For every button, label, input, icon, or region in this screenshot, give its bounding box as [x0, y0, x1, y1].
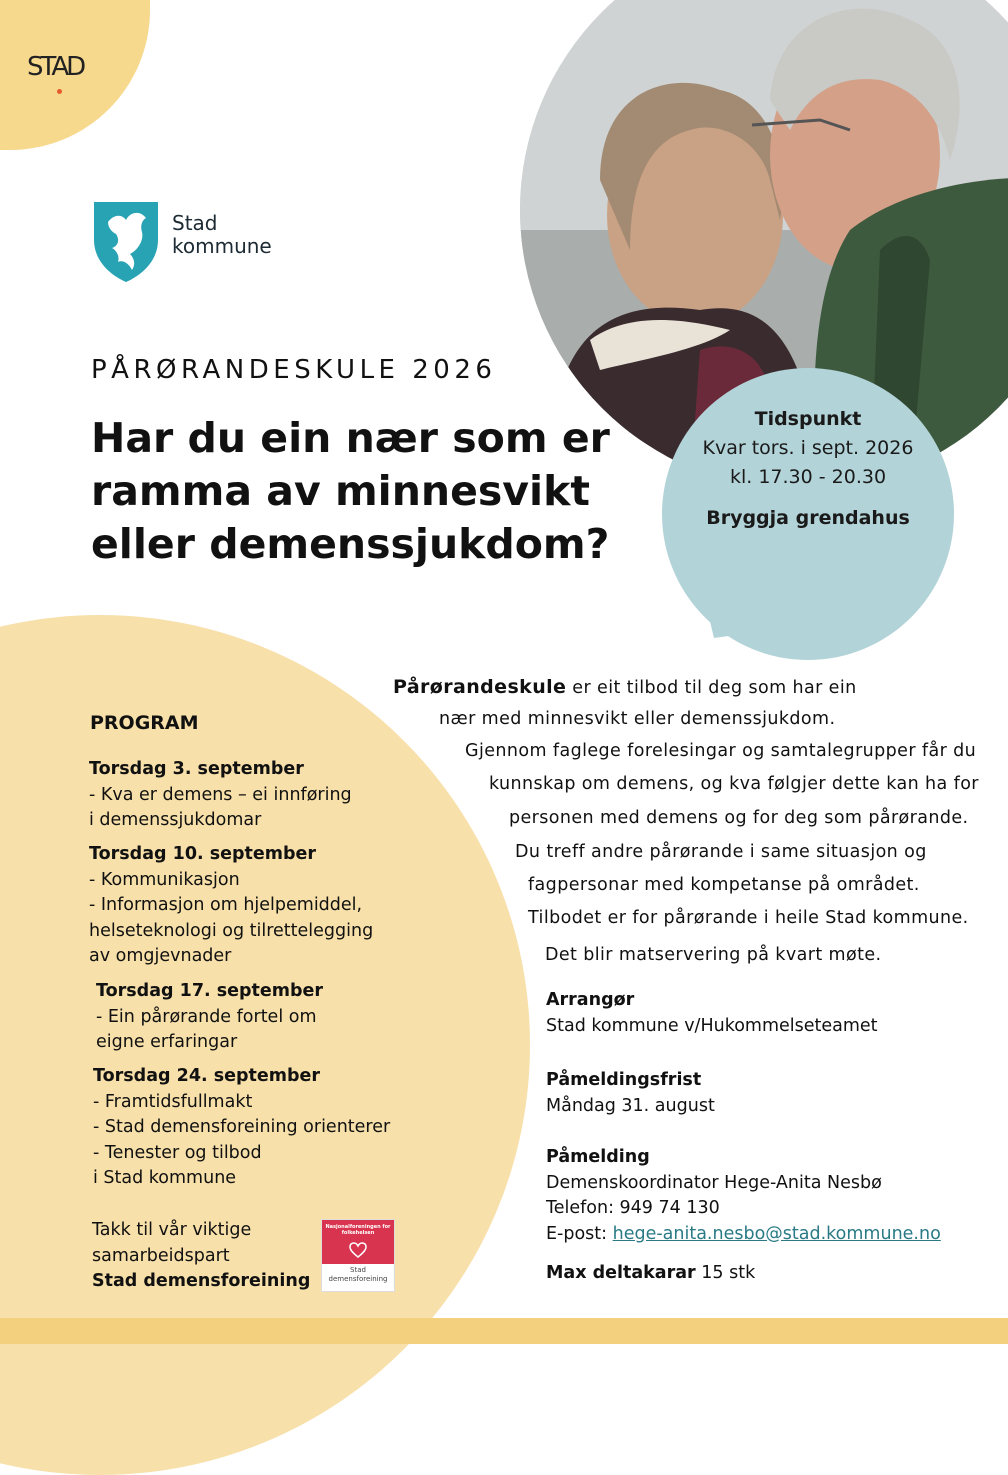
- deadline-block: [546, 1068, 715, 1119]
- program-day-label: Torsdag 10. september: [89, 844, 317, 864]
- heart-icon: [349, 1242, 367, 1258]
- organizer-label: Arrangør: [546, 990, 635, 1010]
- intro-line: personen med demens og for deg som pårørande.: [509, 808, 969, 828]
- program-item: - Informasjon om hjelpemiddel,: [89, 895, 363, 915]
- intro-line-1: [393, 676, 857, 698]
- municipality-name-line2: kommune: [172, 234, 272, 258]
- partner-logo-name-line: Stad: [350, 1266, 366, 1274]
- deadline-label: Påmeldingsfrist: [546, 1070, 702, 1090]
- signup-label: Påmelding: [546, 1147, 650, 1167]
- stad-logo-dot: [57, 89, 62, 94]
- program-day-label: Torsdag 24. september: [93, 1066, 321, 1086]
- deadline-value: Måndag 31. august: [546, 1095, 715, 1116]
- demensforeining-logo: [321, 1219, 395, 1292]
- program-item: - Framtidsfullmakt: [93, 1091, 253, 1112]
- page-title: [91, 412, 631, 571]
- thanks-line: Takk til vår viktige: [92, 1220, 252, 1240]
- program-day-1: [89, 757, 352, 834]
- bubble-venue: Bryggja grendahus: [706, 507, 910, 529]
- program-day-3: [96, 979, 323, 1056]
- footer-bar: [0, 1318, 1008, 1344]
- intro-line: Det blir matservering på kvart møte.: [545, 945, 882, 965]
- page-subtitle: PÅRØRANDESKULE 2026: [91, 355, 497, 385]
- intro-lead: Pårørandeskule: [393, 676, 567, 698]
- intro-line: nær med minnesvikt eller demenssjukdom.: [439, 709, 836, 729]
- signup-contact: Demenskoordinator Hege-Anita Nesbø: [546, 1172, 882, 1193]
- coat-of-arms-icon: [92, 200, 160, 284]
- signup-email-link[interactable]: hege-anita.nesbo@stad.kommune.no: [612, 1223, 941, 1244]
- signup-block: [546, 1145, 941, 1247]
- bubble-text: [662, 405, 954, 533]
- program-item: - Stad demensforeining orienterer: [93, 1117, 391, 1137]
- program-item: - Kommunikasjon: [89, 869, 240, 890]
- signup-email-row: [546, 1222, 941, 1248]
- municipality-name-line1: Stad: [172, 211, 218, 235]
- headline-line: eller demenssjukdom?: [91, 520, 610, 568]
- intro-line: Tilbodet er for pårørande i heile Stad kommune.: [528, 908, 969, 928]
- intro-line: Gjennom faglege forelesingar og samtalegrupper får du: [465, 741, 977, 761]
- program-item: helseteknologi og tilrettelegging: [89, 920, 374, 941]
- bubble-time: kl. 17.30 - 20.30: [729, 466, 887, 488]
- intro-line: Du treff andre pårørande i same situasjon og: [515, 842, 927, 862]
- program-item: i demenssjukdomar: [89, 810, 262, 830]
- organizer-value: Stad kommune v/Hukommelseteamet: [546, 1015, 878, 1036]
- signup-email-label: E-post:: [546, 1223, 613, 1244]
- thanks-line: samarbeidspart: [92, 1245, 230, 1266]
- program-item: - Tenester og tilbod: [93, 1142, 262, 1163]
- program-item: eigne erfaringar: [96, 1032, 238, 1052]
- municipality-name: [172, 212, 272, 258]
- partner-logo-top-text: Nasjonalforeningen for folkehelsen: [325, 1224, 391, 1236]
- program-title: PROGRAM: [90, 712, 199, 734]
- stad-logo: STAD: [27, 52, 84, 82]
- program-day-4: [93, 1064, 390, 1192]
- program-day-2: [89, 842, 373, 970]
- program-day-label: Torsdag 17. september: [96, 981, 324, 1001]
- program-item: - Kva er demens – ei innføring: [89, 784, 352, 805]
- max-participants: [546, 1261, 755, 1287]
- intro-line: er eit tilbod til deg som har ein: [566, 678, 857, 698]
- organizer-block: [546, 988, 878, 1039]
- partner-logo-name: [322, 1266, 394, 1284]
- headline-line: Har du ein nær som er: [91, 414, 610, 462]
- intro-line: kunnskap om demens, og kva følgjer dette kan ha for: [489, 774, 979, 794]
- signup-phone: Telefon: 949 74 130: [546, 1198, 720, 1218]
- bubble-heading: Tidspunkt: [754, 408, 862, 430]
- headline-line: ramma av minnesvikt: [91, 467, 590, 515]
- bubble-date: Kvar tors. i sept. 2026: [702, 437, 914, 459]
- program-item: av omgjevnader: [89, 946, 232, 966]
- intro-line: fagpersonar med kompetanse på området.: [528, 875, 920, 895]
- partner-name: Stad demensforeining: [92, 1271, 311, 1291]
- partner-thanks: [92, 1218, 310, 1295]
- partner-logo-name-line: demensforeining: [328, 1275, 388, 1283]
- max-label: Max deltakarar: [546, 1263, 696, 1283]
- program-item: i Stad kommune: [93, 1168, 237, 1188]
- program-day-label: Torsdag 3. september: [89, 759, 304, 779]
- max-value: 15 stk: [695, 1263, 756, 1283]
- program-item: - Ein pårørande fortel om: [96, 1006, 317, 1027]
